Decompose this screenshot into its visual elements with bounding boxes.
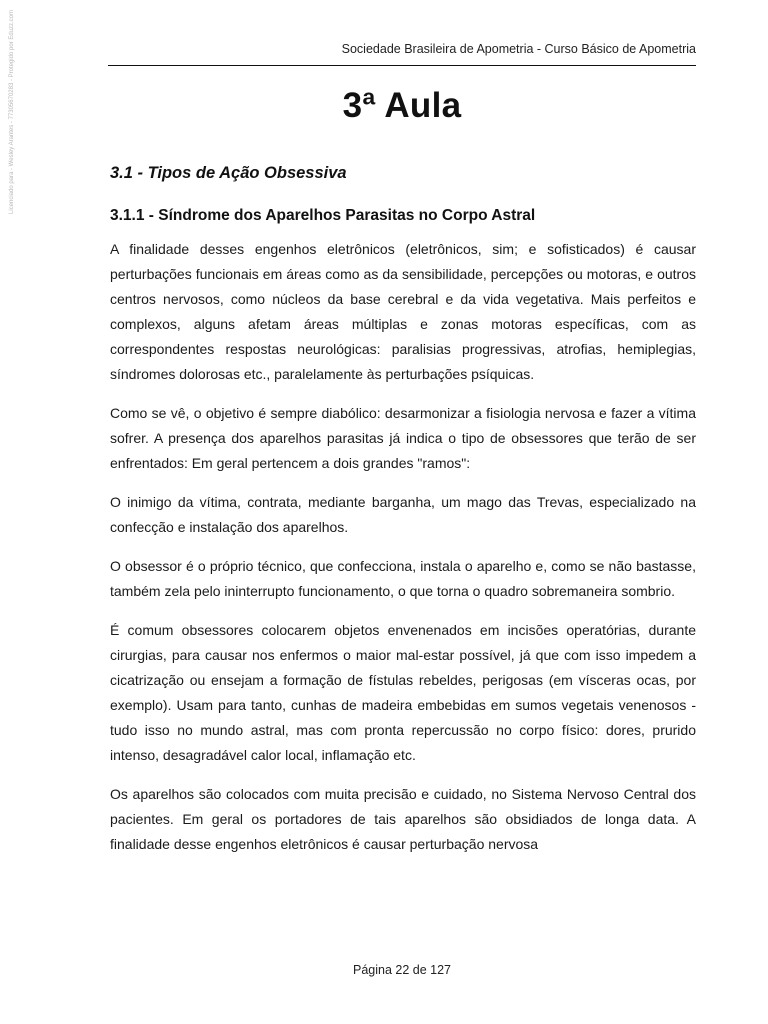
paragraph-1: A finalidade desses engenhos eletrônicos (eletrônicos, sim; e sofisticados) é causar perturbações funcionais em áreas como as da sensibilidade, percepções ou motoras, e outros centros nervosos, como núcleos da base cerebral e da vida vegetativa. Mais perfeitos e complexos, alguns afetam áreas múltiplas e zonas motoras específicas, com as correspondentes respostas neurológicas: paralisias progressivas, atrofias, hemiplegias, síndromes dolorosas etc., paralelamente às perturbações psíquicas.: [110, 241, 696, 382]
body-text: [110, 237, 696, 871]
header-divider: [108, 65, 696, 66]
side-watermark: Licenciado para - Wesley Arantes - 77305670283 - Protegido por Eduzz.com: [9, 10, 15, 215]
page-number: Página 22 de 127: [352, 963, 451, 977]
paragraph-5: É comum obsessores colocarem objetos envenenados em incisões operatórias, durante cirurgias, para causar nos enfermos o maior mal-estar possível, já que com isso impedem a cicatrização ou ensejam a formação de fístulas rebeldes, perigosas (em vísceras ocas, por exemplo). Usam para tanto, cunhas de madeira embebidas em sumos vegetais venenosos - tudo isso no mundo astral, mas com pronta repercussão no corpo físico: dores, prurido intenso, desagradável calor local, inflamação etc.: [110, 622, 696, 763]
page-header: Sociedade Brasileira de Apometria - Curso Básico de Apometria: [341, 42, 696, 56]
section-heading: 3.1 - Tipos de Ação Obsessiva: [110, 164, 347, 182]
paragraph-2: Como se vê, o objetivo é sempre diabólico: desarmonizar a fisiologia nervosa e fazer a vítima sofrer. A presença dos aparelhos parasitas já indica o tipo de obsessores que terão de ser enfrentados: Em geral pertencem a dois grandes "ramos":: [110, 405, 696, 471]
paragraph-3: O inimigo da vítima, contrata, mediante barganha, um mago das Trevas, especializado na confecção e instalação dos aparelhos.: [110, 494, 696, 535]
page-title: 3ª Aula: [342, 86, 462, 125]
subsection-heading: 3.1.1 - Síndrome dos Aparelhos Parasitas no Corpo Astral: [110, 207, 536, 224]
paragraph-6: Os aparelhos são colocados com muita precisão e cuidado, no Sistema Nervoso Central dos pacientes. Em geral os portadores de tais aparelhos são obsidiados de longa data. A finalidade desse engenhos eletrônicos é causar perturbação nervosa: [110, 786, 696, 852]
paragraph-4: O obsessor é o próprio técnico, que confecciona, instala o aparelho e, como se não bastasse, também zela pelo ininterrupto funcionamento, o que torna o quadro sobremaneira sombrio.: [110, 558, 696, 599]
